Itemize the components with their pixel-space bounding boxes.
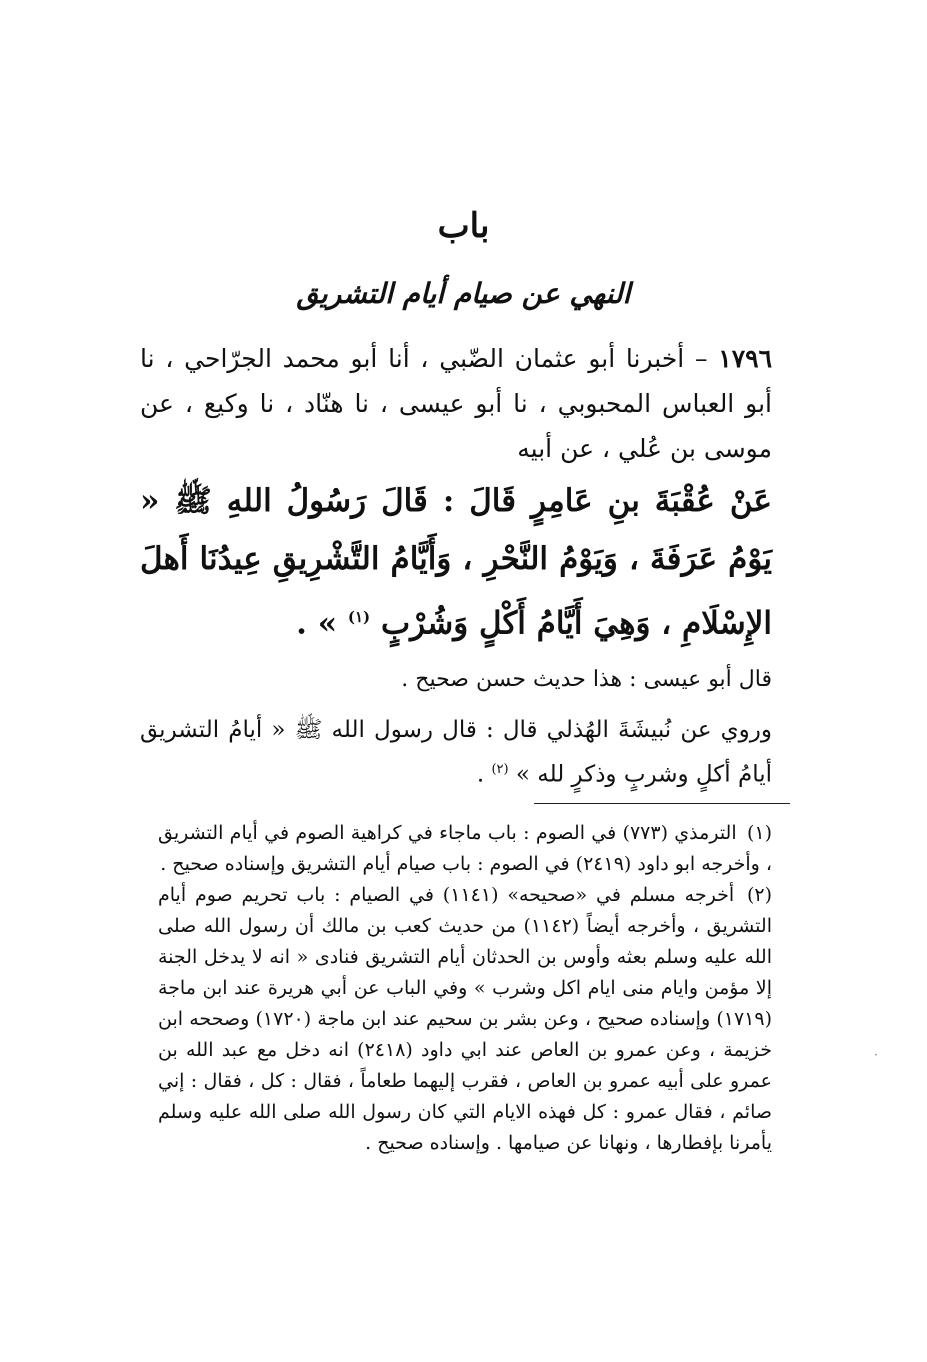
hadith-isnad-paragraph (140, 336, 772, 471)
footnote-1 (158, 818, 772, 880)
chapter-title: النهي عن صيام أيام التشريق (296, 277, 631, 310)
hadith-dash: – (695, 344, 708, 373)
footnote-1-number: (١) (746, 822, 773, 844)
hadith-riwaya-text: وروي عن نُبيشَةَ الهُذلي قال : قال رسول الله ﷺ « أيامُ التشريق أيامُ أكلٍ وشربٍ وذكرٍ لله » (140, 717, 772, 788)
footnote-2-text: أخرجه مسلم في «صحيحه» (١١٤١) في الصيام : باب تحريم صوم أيام التشريق ، وأخرجه أيضاً (١١٤٢) من حديث كعب بن مالك أن رسول الله صلى الله عليه وسلم بعثه وأوس بن الحدثان أيام التشريق فنادى « انه لا يدخل الجنة إلا مؤمن وايام منى ايام اكل وشرب » وفي الباب عن أبي هريرة عند ابن ماجة (١٧١٩) وإسناده صحيح ، وعن بشر بن سحيم عند ابن ماجة (١٧٢٠) وصححه ابن خزيمة ، وعن عمرو بن العاص عند ابي داود (٢٤١٨) انه دخل مع عبد الله بن عمرو على أبيه عمرو بن العاص ، فقرب إليهما طعاماً ، فقال : كل ، فقال : إني صائم ، فقال عمرو : كل فهذه الايام التي كان رسول الله صلى الله عليه وسلم يأمرنا بإفطارها ، ونهانا عن صيامها . وإسناده صحيح . (158, 884, 772, 1154)
hadith-matn-text: عَنْ عُقْبَةَ بنِ عَامِرٍ قَالَ : قَالَ رَسُولُ اللهِ ﷺ « يَوْمُ عَرَفَةَ ، وَيَوْمُ النَّحْرِ ، وَأَيَّامُ التَّشْرِيقِ عِيدُنَا أَهلَ الإِسْلَامِ ، وَهِيَ أَيَّامُ أَكْلٍ وَشُرْبٍ (140, 483, 772, 642)
hadith-riwaya-end: . (476, 761, 485, 788)
hadith-grading: قال أبو عيسى : هذا حديث حسن صحيح . (401, 667, 772, 692)
footnote-2-number: (٢) (746, 884, 772, 906)
hadith-matn-end: » . (296, 605, 338, 642)
footnotes-section (158, 818, 772, 1159)
chapter-label: باب (437, 206, 490, 246)
hadith-isnad-text: أخبرنا أبو عثمان الضّبي ، أنا أبو محمد الجرّاحي ، نا أبو العباس المحبوبي ، نا أبو عيسى ، نا هنّاد ، نا وكيع ، عن موسى بن عُلي ، عن أبيه (140, 344, 772, 463)
footnote-2 (158, 880, 772, 1159)
margin-mark: · (874, 1048, 878, 1062)
footnote-1-text: الترمذي (٧٧٣) في الصوم : باب ماجاء في كراهية الصوم في أيام التشريق ، وأخرجه ابو داود (٢٤١٩) في الصوم : باب صيام أيام التشريق وإسناده صحيح . (158, 822, 772, 875)
hadith-matn (140, 472, 772, 652)
footnote-ref-2: (٢) (491, 762, 509, 777)
hadith-riwaya (140, 710, 772, 795)
footnote-divider (534, 803, 790, 804)
footnote-ref-1: (١) (347, 608, 371, 626)
hadith-number: ١٧٩٦ (718, 344, 773, 373)
